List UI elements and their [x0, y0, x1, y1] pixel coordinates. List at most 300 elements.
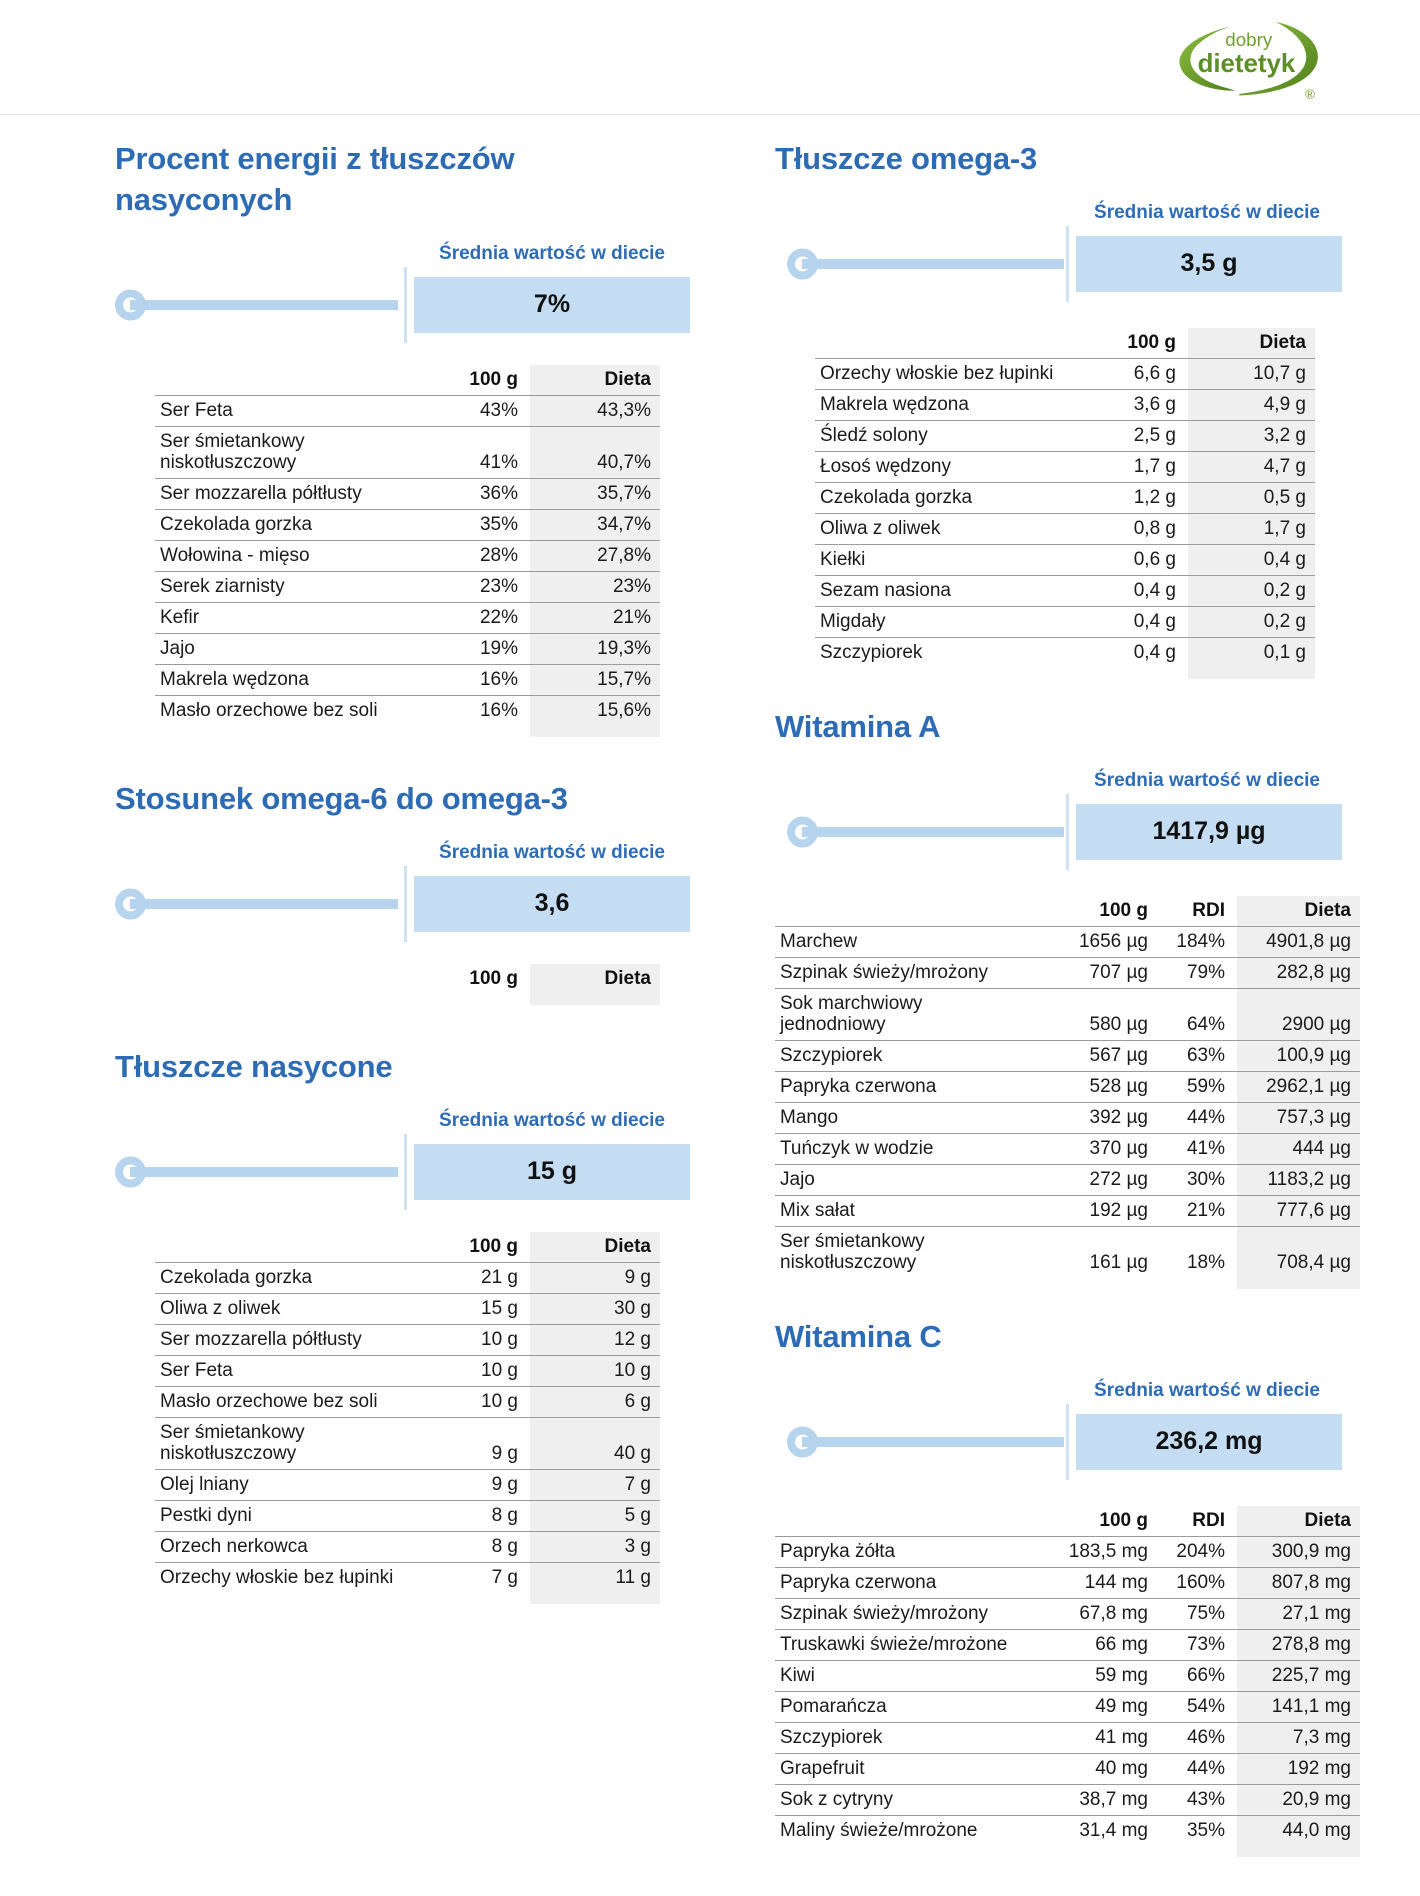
food-name-cell: Jajo — [155, 633, 405, 664]
avg-value: 3,6 — [534, 889, 570, 918]
value-dieta-cell: 40,7% — [520, 426, 660, 478]
value-dieta-cell: 20,9 mg — [1227, 1784, 1360, 1815]
value-dieta-cell: 278,8 mg — [1227, 1629, 1360, 1660]
table-row — [155, 1262, 660, 1293]
food-name-cell: Makrela wędzona — [815, 389, 1088, 420]
section-omega3 — [775, 139, 1360, 679]
food-name-cell: Tuńczyk w wodzie — [775, 1133, 1015, 1164]
table-row — [815, 420, 1315, 451]
table-row — [775, 988, 1360, 1040]
value-dieta-cell: 27,1 mg — [1227, 1598, 1360, 1629]
table-row — [155, 1417, 660, 1469]
table-row — [775, 957, 1360, 988]
value-100g-cell: 23% — [405, 571, 520, 602]
section-sat-fat — [115, 1047, 690, 1604]
food-name-cell: Maliny świeże/mrożone — [775, 1815, 1015, 1846]
avg-value-bar — [1076, 236, 1342, 292]
avg-value: 1417,9 µg — [1152, 817, 1266, 846]
value-100g-cell: 8 g — [405, 1531, 520, 1562]
value-dieta-cell: 10,7 g — [1178, 358, 1315, 389]
omega-ratio-table — [155, 964, 660, 1005]
value-100g-cell: 38,7 mg — [1015, 1784, 1150, 1815]
food-name-cell: Truskawki świeże/mrożone — [775, 1629, 1015, 1660]
value-100g-cell: 0,4 g — [1088, 606, 1178, 637]
table-row — [775, 1815, 1360, 1846]
value-100g-cell: 66 mg — [1015, 1629, 1150, 1660]
avg-value-bar — [414, 1144, 690, 1200]
column-header-100g: 100 g — [1127, 331, 1176, 353]
food-name-cell: Szczypiorek — [775, 1722, 1015, 1753]
value-dieta-cell: 7,3 mg — [1227, 1722, 1360, 1753]
value-dieta-cell: 708,4 µg — [1227, 1226, 1360, 1278]
table-row — [155, 602, 660, 633]
avg-value-bar — [1076, 1414, 1342, 1470]
value-rdi-cell: 30% — [1150, 1164, 1227, 1195]
dieta-column-footer — [775, 1846, 1360, 1857]
column-header-rdi: RDI — [1192, 1509, 1225, 1531]
dieta-column-footer — [155, 726, 660, 737]
food-name-cell: Szczypiorek — [775, 1040, 1015, 1071]
omega3-table — [815, 328, 1315, 679]
column-header-100g: 100 g — [469, 967, 518, 989]
table-row — [155, 664, 660, 695]
value-100g-cell: 2,5 g — [1088, 420, 1178, 451]
avg-in-diet-label: Średnia wartość w diecie — [439, 242, 665, 264]
svg-text:dobry: dobry — [1225, 29, 1273, 51]
avg-in-diet-label: Średnia wartość w diecie — [1094, 1379, 1320, 1401]
vitamin-a-table — [775, 896, 1360, 1289]
value-dieta-cell: 777,6 µg — [1227, 1195, 1360, 1226]
dieta-column-footer — [155, 994, 660, 1005]
value-rdi-cell: 66% — [1150, 1660, 1227, 1691]
value-dieta-cell: 40 g — [520, 1417, 660, 1469]
food-name-cell: Czekolada gorzka — [155, 509, 405, 540]
value-100g-cell: 567 µg — [1015, 1040, 1150, 1071]
table-row — [775, 1567, 1360, 1598]
avg-value-slider — [775, 236, 1360, 292]
table-header-row — [815, 328, 1315, 359]
column-header-dieta: Dieta — [1178, 328, 1315, 359]
value-100g-cell: 9 g — [405, 1417, 520, 1469]
table-row — [155, 395, 660, 426]
food-name-cell: Ser mozzarella półtłusty — [155, 1324, 405, 1355]
value-rdi-cell: 79% — [1150, 957, 1227, 988]
food-name-cell: Masło orzechowe bez soli — [155, 1386, 405, 1417]
food-name-cell: Orzechy włoskie bez łupinki — [815, 358, 1088, 389]
avg-value-bar — [414, 876, 690, 932]
table-row — [155, 1355, 660, 1386]
value-rdi-cell: 204% — [1150, 1536, 1227, 1567]
value-rdi-cell: 35% — [1150, 1815, 1227, 1846]
value-dieta-cell: 225,7 mg — [1227, 1660, 1360, 1691]
column-header-food — [775, 896, 1015, 927]
food-name-cell: Ser Feta — [155, 395, 405, 426]
column-header-food — [155, 1232, 405, 1263]
food-name-cell: Orzechy włoskie bez łupinki — [155, 1562, 405, 1593]
value-100g-cell: 40 mg — [1015, 1753, 1150, 1784]
value-dieta-cell: 757,3 µg — [1227, 1102, 1360, 1133]
food-name-cell: Pestki dyni — [155, 1500, 405, 1531]
column-header-dieta: Dieta — [520, 365, 660, 396]
dieta-column-footer — [155, 1593, 660, 1604]
food-name-cell: Ser Feta — [155, 1355, 405, 1386]
dieta-column-footer — [815, 668, 1315, 679]
value-100g-cell: 1656 µg — [1015, 926, 1150, 957]
table-row — [815, 513, 1315, 544]
food-name-cell: Papryka czerwona — [775, 1071, 1015, 1102]
section-sat-fat-pct — [115, 139, 690, 737]
slider-track — [802, 259, 1064, 269]
column-header-100g: 100 g — [469, 368, 518, 390]
value-100g-cell: 6,6 g — [1088, 358, 1178, 389]
value-100g-cell: 392 µg — [1015, 1102, 1150, 1133]
table-row — [775, 1102, 1360, 1133]
value-dieta-cell: 3 g — [520, 1531, 660, 1562]
food-name-cell: Papryka czerwona — [775, 1567, 1015, 1598]
value-100g-cell: 0,6 g — [1088, 544, 1178, 575]
column-header-food — [775, 1506, 1015, 1537]
food-name-cell: Orzech nerkowca — [155, 1531, 405, 1562]
table-header-row — [775, 1506, 1360, 1537]
table-row — [155, 695, 660, 726]
table-row — [775, 1691, 1360, 1722]
value-dieta-cell: 0,4 g — [1178, 544, 1315, 575]
value-100g-cell: 192 µg — [1015, 1195, 1150, 1226]
column-header-100g: 100 g — [469, 1235, 518, 1257]
table-row — [155, 509, 660, 540]
food-name-cell: Mango — [775, 1102, 1015, 1133]
value-100g-cell: 16% — [405, 695, 520, 726]
slider-track — [130, 899, 398, 909]
value-dieta-cell: 11 g — [520, 1562, 660, 1593]
table-header-row — [155, 365, 660, 396]
slider-track — [802, 1437, 1064, 1447]
value-100g-cell: 10 g — [405, 1386, 520, 1417]
vitamin-c-table — [775, 1506, 1360, 1857]
value-100g-cell: 161 µg — [1015, 1226, 1150, 1278]
value-rdi-cell: 160% — [1150, 1567, 1227, 1598]
value-100g-cell: 10 g — [405, 1324, 520, 1355]
value-100g-cell: 0,4 g — [1088, 575, 1178, 606]
slider-track — [802, 827, 1064, 837]
avg-in-diet-label: Średnia wartość w diecie — [1094, 201, 1320, 223]
column-header-food — [815, 328, 1088, 359]
food-name-cell: Sezam nasiona — [815, 575, 1088, 606]
value-100g-cell: 0,4 g — [1088, 637, 1178, 668]
value-100g-cell: 31,4 mg — [1015, 1815, 1150, 1846]
value-dieta-cell: 19,3% — [520, 633, 660, 664]
table-row — [155, 1324, 660, 1355]
value-rdi-cell: 41% — [1150, 1133, 1227, 1164]
food-name-cell: Szczypiorek — [815, 637, 1088, 668]
table-row — [775, 1226, 1360, 1278]
table-row — [815, 451, 1315, 482]
value-100g-cell: 3,6 g — [1088, 389, 1178, 420]
column-gap — [690, 115, 775, 1857]
value-100g-cell: 10 g — [405, 1355, 520, 1386]
avg-value-bar — [1076, 804, 1342, 860]
section-title: Procent energii z tłuszczów nasyconych — [115, 141, 515, 217]
food-name-cell: Wołowina - mięso — [155, 540, 405, 571]
slider-tick — [404, 866, 407, 942]
table-row — [775, 1536, 1360, 1567]
table-row — [775, 1040, 1360, 1071]
value-dieta-cell: 4901,8 µg — [1227, 926, 1360, 957]
avg-value: 3,5 g — [1180, 249, 1238, 278]
table-row — [155, 1562, 660, 1593]
value-100g-cell: 580 µg — [1015, 988, 1150, 1040]
value-rdi-cell: 18% — [1150, 1226, 1227, 1278]
table-row — [775, 1784, 1360, 1815]
table-row — [155, 426, 660, 478]
value-100g-cell: 15 g — [405, 1293, 520, 1324]
value-dieta-cell: 6 g — [520, 1386, 660, 1417]
table-row — [155, 1531, 660, 1562]
value-rdi-cell: 75% — [1150, 1598, 1227, 1629]
table-row — [815, 606, 1315, 637]
value-dieta-cell: 43,3% — [520, 395, 660, 426]
sat-fat-table — [155, 1232, 660, 1604]
food-name-cell: Czekolada gorzka — [155, 1262, 405, 1293]
sat-fat-pct-table — [155, 365, 660, 737]
value-100g-cell: 272 µg — [1015, 1164, 1150, 1195]
avg-value: 7% — [533, 290, 571, 319]
value-dieta-cell: 4,7 g — [1178, 451, 1315, 482]
value-rdi-cell: 44% — [1150, 1753, 1227, 1784]
column-header-rdi: RDI — [1192, 899, 1225, 921]
value-dieta-cell: 282,8 µg — [1227, 957, 1360, 988]
value-dieta-cell: 141,1 mg — [1227, 1691, 1360, 1722]
avg-value-slider — [115, 1144, 690, 1200]
value-dieta-cell: 1,7 g — [1178, 513, 1315, 544]
food-name-cell: Szpinak świeży/mrożony — [775, 957, 1015, 988]
column-header-dieta: Dieta — [1227, 896, 1360, 927]
value-dieta-cell: 0,1 g — [1178, 637, 1315, 668]
food-name-cell: Czekolada gorzka — [815, 482, 1088, 513]
value-dieta-cell: 2962,1 µg — [1227, 1071, 1360, 1102]
value-rdi-cell: 43% — [1150, 1784, 1227, 1815]
slider-tick — [1066, 1404, 1069, 1480]
value-100g-cell: 41 mg — [1015, 1722, 1150, 1753]
value-dieta-cell: 4,9 g — [1178, 389, 1315, 420]
value-100g-cell: 43% — [405, 395, 520, 426]
food-name-cell: Ser śmietankowy niskotłuszczowy — [155, 426, 405, 478]
value-100g-cell: 28% — [405, 540, 520, 571]
food-name-cell: Ser śmietankowy niskotłuszczowy — [775, 1226, 1015, 1278]
value-rdi-cell: 59% — [1150, 1071, 1227, 1102]
value-dieta-cell: 0,2 g — [1178, 575, 1315, 606]
value-dieta-cell: 12 g — [520, 1324, 660, 1355]
section-title: Witamina C — [775, 1318, 942, 1354]
table-row — [815, 544, 1315, 575]
food-name-cell: Szpinak świeży/mrożony — [775, 1598, 1015, 1629]
avg-value-slider — [115, 876, 690, 932]
avg-value-bar — [414, 277, 690, 333]
value-100g-cell: 528 µg — [1015, 1071, 1150, 1102]
table-header-row — [155, 1232, 660, 1263]
right-column — [775, 115, 1360, 1857]
value-100g-cell: 21 g — [405, 1262, 520, 1293]
page-header — [0, 0, 1420, 115]
value-dieta-cell: 15,6% — [520, 695, 660, 726]
table-row — [815, 637, 1315, 668]
value-dieta-cell: 34,7% — [520, 509, 660, 540]
table-row — [775, 1629, 1360, 1660]
dieta-column-footer — [775, 1278, 1360, 1289]
avg-in-diet-label: Średnia wartość w diecie — [1094, 769, 1320, 791]
section-title: Tłuszcze nasycone — [115, 1048, 393, 1084]
value-rdi-cell: 64% — [1150, 988, 1227, 1040]
value-100g-cell: 370 µg — [1015, 1133, 1150, 1164]
table-row — [775, 1722, 1360, 1753]
table-row — [155, 478, 660, 509]
value-100g-cell: 8 g — [405, 1500, 520, 1531]
table-row — [775, 1598, 1360, 1629]
table-row — [775, 1195, 1360, 1226]
value-rdi-cell: 63% — [1150, 1040, 1227, 1071]
food-name-cell: Marchew — [775, 926, 1015, 957]
column-header-100g: 100 g — [1099, 899, 1148, 921]
table-row — [775, 1071, 1360, 1102]
table-row — [155, 1293, 660, 1324]
section-vitamin-a — [775, 707, 1360, 1289]
food-name-cell: Masło orzechowe bez soli — [155, 695, 405, 726]
food-name-cell: Papryka żółta — [775, 1536, 1015, 1567]
svg-text:®: ® — [1305, 86, 1315, 102]
slider-tick — [1066, 226, 1069, 302]
value-100g-cell: 59 mg — [1015, 1660, 1150, 1691]
food-name-cell: Grapefruit — [775, 1753, 1015, 1784]
value-rdi-cell: 44% — [1150, 1102, 1227, 1133]
value-dieta-cell: 10 g — [520, 1355, 660, 1386]
avg-value: 15 g — [526, 1157, 578, 1186]
food-name-cell: Serek ziarnisty — [155, 571, 405, 602]
column-header-dieta: Dieta — [1227, 1506, 1360, 1537]
value-dieta-cell: 9 g — [520, 1262, 660, 1293]
table-header-row — [155, 964, 660, 994]
avg-value: 236,2 mg — [1155, 1427, 1263, 1456]
table-row — [775, 926, 1360, 957]
section-title: Tłuszcze omega-3 — [775, 141, 1038, 176]
dobry-dietetyk-logo-icon — [1164, 14, 1332, 108]
column-header-food — [155, 964, 405, 994]
value-rdi-cell: 184% — [1150, 926, 1227, 957]
section-title: Stosunek omega-6 do omega-3 — [115, 780, 568, 816]
avg-value-slider — [775, 804, 1360, 860]
value-dieta-cell: 444 µg — [1227, 1133, 1360, 1164]
value-dieta-cell: 5 g — [520, 1500, 660, 1531]
value-dieta-cell: 27,8% — [520, 540, 660, 571]
value-dieta-cell: 0,5 g — [1178, 482, 1315, 513]
column-header-dieta: Dieta — [520, 964, 660, 994]
value-100g-cell: 7 g — [405, 1562, 520, 1593]
table-row — [815, 389, 1315, 420]
food-name-cell: Oliwa z oliwek — [155, 1293, 405, 1324]
value-100g-cell: 67,8 mg — [1015, 1598, 1150, 1629]
value-100g-cell: 41% — [405, 426, 520, 478]
avg-value-slider — [115, 277, 690, 333]
food-name-cell: Mix sałat — [775, 1195, 1015, 1226]
value-100g-cell: 22% — [405, 602, 520, 633]
value-100g-cell: 36% — [405, 478, 520, 509]
food-name-cell: Kiwi — [775, 1660, 1015, 1691]
value-100g-cell: 1,7 g — [1088, 451, 1178, 482]
food-name-cell: Sok z cytryny — [775, 1784, 1015, 1815]
food-name-cell: Sok marchwiowy jednodniowy — [775, 988, 1015, 1040]
left-column — [115, 115, 690, 1857]
table-row — [775, 1164, 1360, 1195]
section-title: Witamina A — [775, 708, 941, 744]
value-dieta-cell: 807,8 mg — [1227, 1567, 1360, 1598]
food-name-cell: Śledź solony — [815, 420, 1088, 451]
food-name-cell: Makrela wędzona — [155, 664, 405, 695]
value-100g-cell: 49 mg — [1015, 1691, 1150, 1722]
value-dieta-cell: 35,7% — [520, 478, 660, 509]
slider-track — [130, 300, 398, 310]
slider-tick — [404, 267, 407, 343]
table-row — [775, 1753, 1360, 1784]
food-name-cell: Kefir — [155, 602, 405, 633]
table-row — [155, 633, 660, 664]
slider-tick — [1066, 794, 1069, 870]
table-header-row — [775, 896, 1360, 927]
table-row — [815, 358, 1315, 389]
section-omega-ratio — [115, 779, 690, 1005]
value-rdi-cell: 54% — [1150, 1691, 1227, 1722]
food-name-cell: Łosoś wędzony — [815, 451, 1088, 482]
table-row — [155, 571, 660, 602]
value-dieta-cell: 1183,2 µg — [1227, 1164, 1360, 1195]
value-dieta-cell: 15,7% — [520, 664, 660, 695]
value-100g-cell: 707 µg — [1015, 957, 1150, 988]
svg-text:dietetyk: dietetyk — [1197, 49, 1296, 78]
value-100g-cell: 16% — [405, 664, 520, 695]
value-rdi-cell: 21% — [1150, 1195, 1227, 1226]
value-dieta-cell: 3,2 g — [1178, 420, 1315, 451]
table-row — [815, 575, 1315, 606]
value-100g-cell: 35% — [405, 509, 520, 540]
food-name-cell: Ser śmietankowy niskotłuszczowy — [155, 1417, 405, 1469]
value-rdi-cell: 46% — [1150, 1722, 1227, 1753]
value-dieta-cell: 192 mg — [1227, 1753, 1360, 1784]
value-dieta-cell: 23% — [520, 571, 660, 602]
value-dieta-cell: 21% — [520, 602, 660, 633]
food-name-cell: Ser mozzarella półtłusty — [155, 478, 405, 509]
table-row — [155, 1386, 660, 1417]
value-rdi-cell: 73% — [1150, 1629, 1227, 1660]
slider-track — [130, 1167, 398, 1177]
value-100g-cell: 19% — [405, 633, 520, 664]
food-name-cell: Jajo — [775, 1164, 1015, 1195]
value-100g-cell: 1,2 g — [1088, 482, 1178, 513]
avg-in-diet-label: Średnia wartość w diecie — [439, 1109, 665, 1131]
value-dieta-cell: 100,9 µg — [1227, 1040, 1360, 1071]
food-name-cell: Pomarańcza — [775, 1691, 1015, 1722]
column-header-100g: 100 g — [1099, 1509, 1148, 1531]
slider-tick — [404, 1134, 407, 1210]
value-dieta-cell: 44,0 mg — [1227, 1815, 1360, 1846]
table-row — [775, 1660, 1360, 1691]
food-name-cell: Oliwa z oliwek — [815, 513, 1088, 544]
value-100g-cell: 183,5 mg — [1015, 1536, 1150, 1567]
content-columns — [0, 115, 1420, 1857]
food-name-cell: Olej lniany — [155, 1469, 405, 1500]
table-row — [775, 1133, 1360, 1164]
value-dieta-cell: 7 g — [520, 1469, 660, 1500]
value-dieta-cell: 300,9 mg — [1227, 1536, 1360, 1567]
table-row — [155, 540, 660, 571]
food-name-cell: Migdały — [815, 606, 1088, 637]
